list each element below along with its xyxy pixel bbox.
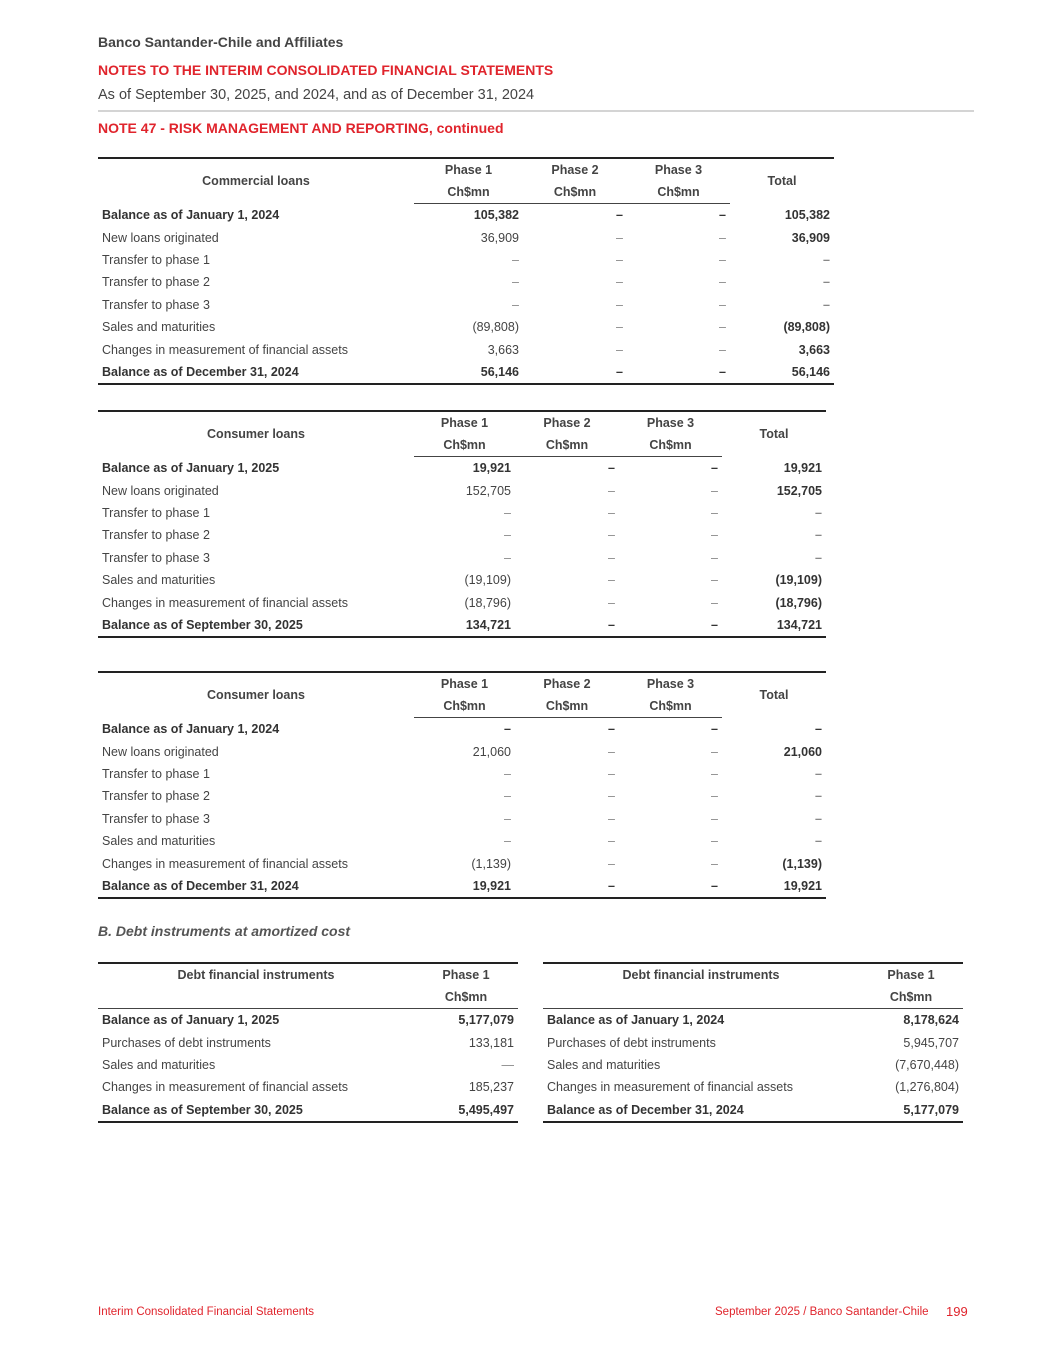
- total-cell: 134,721: [722, 614, 826, 637]
- row-label: Transfer to phase 1: [102, 505, 210, 520]
- value-cell: –: [504, 722, 511, 737]
- col-unit-phase1: Ch$mn: [859, 986, 963, 1009]
- value-cell: –: [608, 505, 615, 520]
- value-cell: –: [504, 766, 511, 781]
- value-cell: –: [711, 483, 718, 498]
- row-label: Transfer to phase 3: [102, 550, 210, 565]
- value-cell: –: [619, 875, 722, 898]
- value-cell: 5,177,079: [458, 1013, 514, 1028]
- value-cell: –: [711, 550, 718, 565]
- total-cell: 105,382: [784, 207, 830, 222]
- row-label: Purchases of debt instruments: [102, 1035, 271, 1050]
- col-header-label: Consumer loans: [98, 672, 414, 718]
- page-number: 199: [946, 1304, 968, 1319]
- total-cell: 152,705: [776, 483, 822, 498]
- footer-document-title: Interim Consolidated Financial Statements: [98, 1306, 315, 1318]
- table-row: [98, 271, 834, 293]
- value-cell: 133,181: [468, 1035, 514, 1050]
- total-cell: –: [823, 252, 830, 267]
- value-cell: 152,705: [465, 483, 511, 498]
- commercial-loans-table: [98, 157, 834, 385]
- value-cell: –: [523, 361, 627, 384]
- row-label: Purchases of debt instruments: [547, 1035, 716, 1050]
- value-cell: –: [711, 744, 718, 759]
- total-cell: –: [815, 834, 822, 849]
- value-cell: —: [501, 1057, 514, 1072]
- value-cell: –: [608, 573, 615, 588]
- value-cell: –: [608, 461, 615, 476]
- value-cell: –: [504, 834, 511, 849]
- row-label: Balance as of January 1, 2025: [102, 1013, 280, 1028]
- total-cell: 56,146: [730, 361, 834, 384]
- table-row: [98, 1031, 518, 1053]
- value-cell: 5,495,497: [414, 1099, 518, 1122]
- table-row: [98, 718, 826, 741]
- value-cell: –: [608, 789, 615, 804]
- row-label: Balance as of January 1, 2024: [547, 1013, 725, 1028]
- value-cell: –: [608, 766, 615, 781]
- value-cell: –: [719, 275, 726, 290]
- total-cell: –: [815, 789, 822, 804]
- table-row: [98, 569, 826, 591]
- table-row: [98, 457, 826, 480]
- value-cell: –: [719, 320, 726, 335]
- total-cell: –: [815, 505, 822, 520]
- value-cell: –: [711, 573, 718, 588]
- value-cell: –: [608, 811, 615, 826]
- table-row: [98, 547, 826, 569]
- total-cell: 19,921: [722, 875, 826, 898]
- col-unit-phase1: Ch$mn: [414, 181, 523, 204]
- value-cell: –: [711, 528, 718, 543]
- col-header-phase1: Phase 1: [414, 158, 523, 181]
- col-unit-phase1: Ch$mn: [414, 434, 515, 457]
- col-header-phase3: Phase 3: [619, 411, 722, 434]
- row-label: Transfer to phase 3: [102, 297, 210, 312]
- value-cell: –: [619, 614, 722, 637]
- value-cell: (19,109): [464, 573, 511, 588]
- col-header-phase1: Phase 1: [414, 411, 515, 434]
- table-row: [98, 316, 834, 338]
- col-unit-phase1: Ch$mn: [414, 695, 515, 718]
- row-label: Transfer to phase 2: [102, 789, 210, 804]
- consumer-loans-2024-table: [98, 671, 826, 899]
- col-header-label: Commercial loans: [98, 158, 414, 204]
- value-cell: –: [711, 505, 718, 520]
- row-label: Sales and maturities: [547, 1057, 661, 1072]
- table-row: [98, 204, 834, 227]
- value-cell: 19,921: [472, 461, 511, 476]
- consumer-loans-2025-table: [98, 410, 826, 638]
- row-label: Sales and maturities: [102, 573, 216, 588]
- value-cell: –: [711, 595, 718, 610]
- total-cell: (19,109): [775, 573, 822, 588]
- row-label: Balance as of January 1, 2024: [102, 207, 280, 222]
- table-row: [543, 1031, 963, 1053]
- col-unit-phase1: Ch$mn: [414, 986, 518, 1009]
- value-cell: –: [711, 856, 718, 871]
- col-header-phase2: Phase 2: [523, 158, 627, 181]
- table-row: [98, 785, 826, 807]
- value-cell: –: [515, 875, 619, 898]
- table-row: [98, 226, 834, 248]
- value-cell: –: [711, 722, 718, 737]
- row-label: Balance as of January 1, 2024: [102, 721, 280, 736]
- col-header-total: Total: [722, 672, 826, 718]
- col-header-label: Debt financial instruments: [543, 963, 859, 986]
- value-cell: –: [504, 505, 511, 520]
- footer-period-bank: September 2025 / Banco Santander-Chile: [715, 1306, 929, 1318]
- value-cell: –: [512, 297, 519, 312]
- value-cell: –: [515, 614, 619, 637]
- table-row: [98, 1054, 518, 1076]
- value-cell: –: [711, 766, 718, 781]
- value-cell: –: [719, 342, 726, 357]
- total-cell: 21,060: [783, 744, 822, 759]
- total-cell: (18,796): [775, 595, 822, 610]
- col-header-total: Total: [722, 411, 826, 457]
- col-unit-phase3: Ch$mn: [619, 434, 722, 457]
- row-label: Balance as of December 31, 2024: [543, 1099, 859, 1122]
- table-row: [543, 1054, 963, 1076]
- col-unit-label: [543, 986, 859, 1009]
- table-row: [98, 591, 826, 613]
- value-cell: –: [627, 361, 730, 384]
- value-cell: 21,060: [472, 744, 511, 759]
- row-label: Balance as of December 31, 2024: [98, 875, 414, 898]
- table-row: [98, 740, 826, 762]
- table-row: [98, 830, 826, 852]
- value-cell: –: [616, 208, 623, 223]
- section-b-title: B. Debt instruments at amortized cost: [98, 923, 351, 939]
- value-cell: 5,177,079: [859, 1099, 963, 1122]
- total-cell: –: [815, 528, 822, 543]
- row-label: Transfer to phase 3: [102, 811, 210, 826]
- row-label: Sales and maturities: [102, 1057, 216, 1072]
- row-label: New loans originated: [102, 483, 219, 498]
- table-row: [98, 1009, 518, 1032]
- debt-instruments-2024-table: [543, 962, 963, 1123]
- header-divider: [98, 110, 974, 112]
- value-cell: –: [504, 528, 511, 543]
- value-cell: –: [719, 230, 726, 245]
- table-row: [98, 1099, 518, 1122]
- value-cell: (1,139): [471, 856, 511, 871]
- col-header-phase1: Phase 1: [859, 963, 963, 986]
- total-cell: 36,909: [791, 230, 830, 245]
- value-cell: –: [512, 252, 519, 267]
- as-of-date: As of September 30, 2025, and 2024, and as of December 31, 2024: [98, 87, 535, 103]
- col-unit-phase3: Ch$mn: [619, 695, 722, 718]
- value-cell: 56,146: [414, 361, 523, 384]
- table-row: [98, 614, 826, 637]
- debt-instruments-2025-table: [98, 962, 518, 1123]
- value-cell: –: [616, 252, 623, 267]
- note-title: NOTE 47 - RISK MANAGEMENT AND REPORTING, continued: [98, 120, 504, 136]
- row-label: Transfer to phase 2: [102, 275, 210, 290]
- value-cell: –: [608, 834, 615, 849]
- row-label: Balance as of December 31, 2024: [98, 361, 414, 384]
- value-cell: (89,808): [472, 320, 519, 335]
- total-cell: –: [815, 550, 822, 565]
- value-cell: –: [512, 275, 519, 290]
- value-cell: 105,382: [473, 208, 519, 223]
- total-cell: (89,808): [783, 320, 830, 335]
- row-label: Changes in measurement of financial assets: [547, 1080, 793, 1095]
- value-cell: –: [608, 744, 615, 759]
- value-cell: –: [711, 811, 718, 826]
- value-cell: (7,670,448): [895, 1057, 959, 1072]
- value-cell: 185,237: [468, 1080, 514, 1095]
- value-cell: –: [719, 297, 726, 312]
- value-cell: 36,909: [480, 230, 519, 245]
- total-cell: 3,663: [798, 342, 830, 357]
- notes-title: NOTES TO THE INTERIM CONSOLIDATED FINANCIAL STATEMENTS: [98, 62, 554, 78]
- value-cell: 19,921: [414, 875, 515, 898]
- col-header-phase1: Phase 1: [414, 963, 518, 986]
- row-label: Changes in measurement of financial assets: [102, 856, 348, 871]
- col-header-label: Debt financial instruments: [98, 963, 414, 986]
- value-cell: (1,276,804): [895, 1080, 959, 1095]
- value-cell: –: [616, 342, 623, 357]
- table-row: [98, 763, 826, 785]
- col-header-phase2: Phase 2: [515, 411, 619, 434]
- value-cell: –: [719, 208, 726, 223]
- value-cell: –: [616, 230, 623, 245]
- table-row: [98, 808, 826, 830]
- total-cell: –: [823, 297, 830, 312]
- col-unit-phase3: Ch$mn: [627, 181, 730, 204]
- table-row: [98, 294, 834, 316]
- row-label: Transfer to phase 2: [102, 528, 210, 543]
- value-cell: –: [608, 550, 615, 565]
- table-row: [98, 338, 834, 360]
- value-cell: (18,796): [464, 595, 511, 610]
- value-cell: –: [608, 528, 615, 543]
- value-cell: –: [608, 856, 615, 871]
- total-cell: –: [815, 811, 822, 826]
- row-label: Balance as of January 1, 2025: [102, 460, 280, 475]
- col-header-phase2: Phase 2: [515, 672, 619, 695]
- col-header-total: Total: [730, 158, 834, 204]
- row-label: New loans originated: [102, 744, 219, 759]
- row-label: Changes in measurement of financial assets: [102, 1080, 348, 1095]
- row-label: New loans originated: [102, 230, 219, 245]
- table-row: [98, 852, 826, 874]
- value-cell: –: [504, 550, 511, 565]
- table-row: [98, 249, 834, 271]
- value-cell: 134,721: [414, 614, 515, 637]
- total-cell: 19,921: [783, 460, 822, 475]
- table-row: [543, 1099, 963, 1122]
- row-label: Changes in measurement of financial assets: [102, 595, 348, 610]
- value-cell: –: [504, 789, 511, 804]
- col-header-phase3: Phase 3: [627, 158, 730, 181]
- row-label: Balance as of September 30, 2025: [98, 614, 414, 637]
- table-row: [98, 875, 826, 898]
- row-label: Transfer to phase 1: [102, 766, 210, 781]
- table-row: [543, 1009, 963, 1032]
- value-cell: –: [504, 811, 511, 826]
- total-cell: –: [815, 721, 822, 736]
- total-cell: –: [815, 766, 822, 781]
- company-name: Banco Santander-Chile and Affiliates: [98, 34, 344, 50]
- table-row: [98, 502, 826, 524]
- row-label: Sales and maturities: [102, 834, 216, 849]
- col-unit-phase2: Ch$mn: [523, 181, 627, 204]
- value-cell: –: [616, 297, 623, 312]
- value-cell: –: [711, 789, 718, 804]
- col-unit-label: [98, 986, 414, 1009]
- value-cell: 3,663: [487, 342, 519, 357]
- value-cell: 8,178,624: [903, 1013, 959, 1028]
- value-cell: –: [616, 320, 623, 335]
- value-cell: –: [608, 483, 615, 498]
- row-label: Sales and maturities: [102, 320, 216, 335]
- table-row: [98, 524, 826, 546]
- value-cell: –: [616, 275, 623, 290]
- col-unit-phase2: Ch$mn: [515, 434, 619, 457]
- table-row: [98, 1076, 518, 1098]
- total-cell: –: [823, 275, 830, 290]
- table-row: [98, 479, 826, 501]
- col-header-phase3: Phase 3: [619, 672, 722, 695]
- value-cell: –: [719, 252, 726, 267]
- table-row: [543, 1076, 963, 1098]
- value-cell: –: [711, 834, 718, 849]
- value-cell: –: [711, 461, 718, 476]
- col-header-label: Consumer loans: [98, 411, 414, 457]
- total-cell: (1,139): [782, 856, 822, 871]
- table-row: [98, 361, 834, 384]
- row-label: Transfer to phase 1: [102, 252, 210, 267]
- value-cell: 5,945,707: [903, 1035, 959, 1050]
- col-header-phase1: Phase 1: [414, 672, 515, 695]
- value-cell: –: [608, 595, 615, 610]
- col-unit-phase2: Ch$mn: [515, 695, 619, 718]
- row-label: Changes in measurement of financial assets: [102, 342, 348, 357]
- value-cell: –: [608, 722, 615, 737]
- row-label: Balance as of September 30, 2025: [98, 1099, 414, 1122]
